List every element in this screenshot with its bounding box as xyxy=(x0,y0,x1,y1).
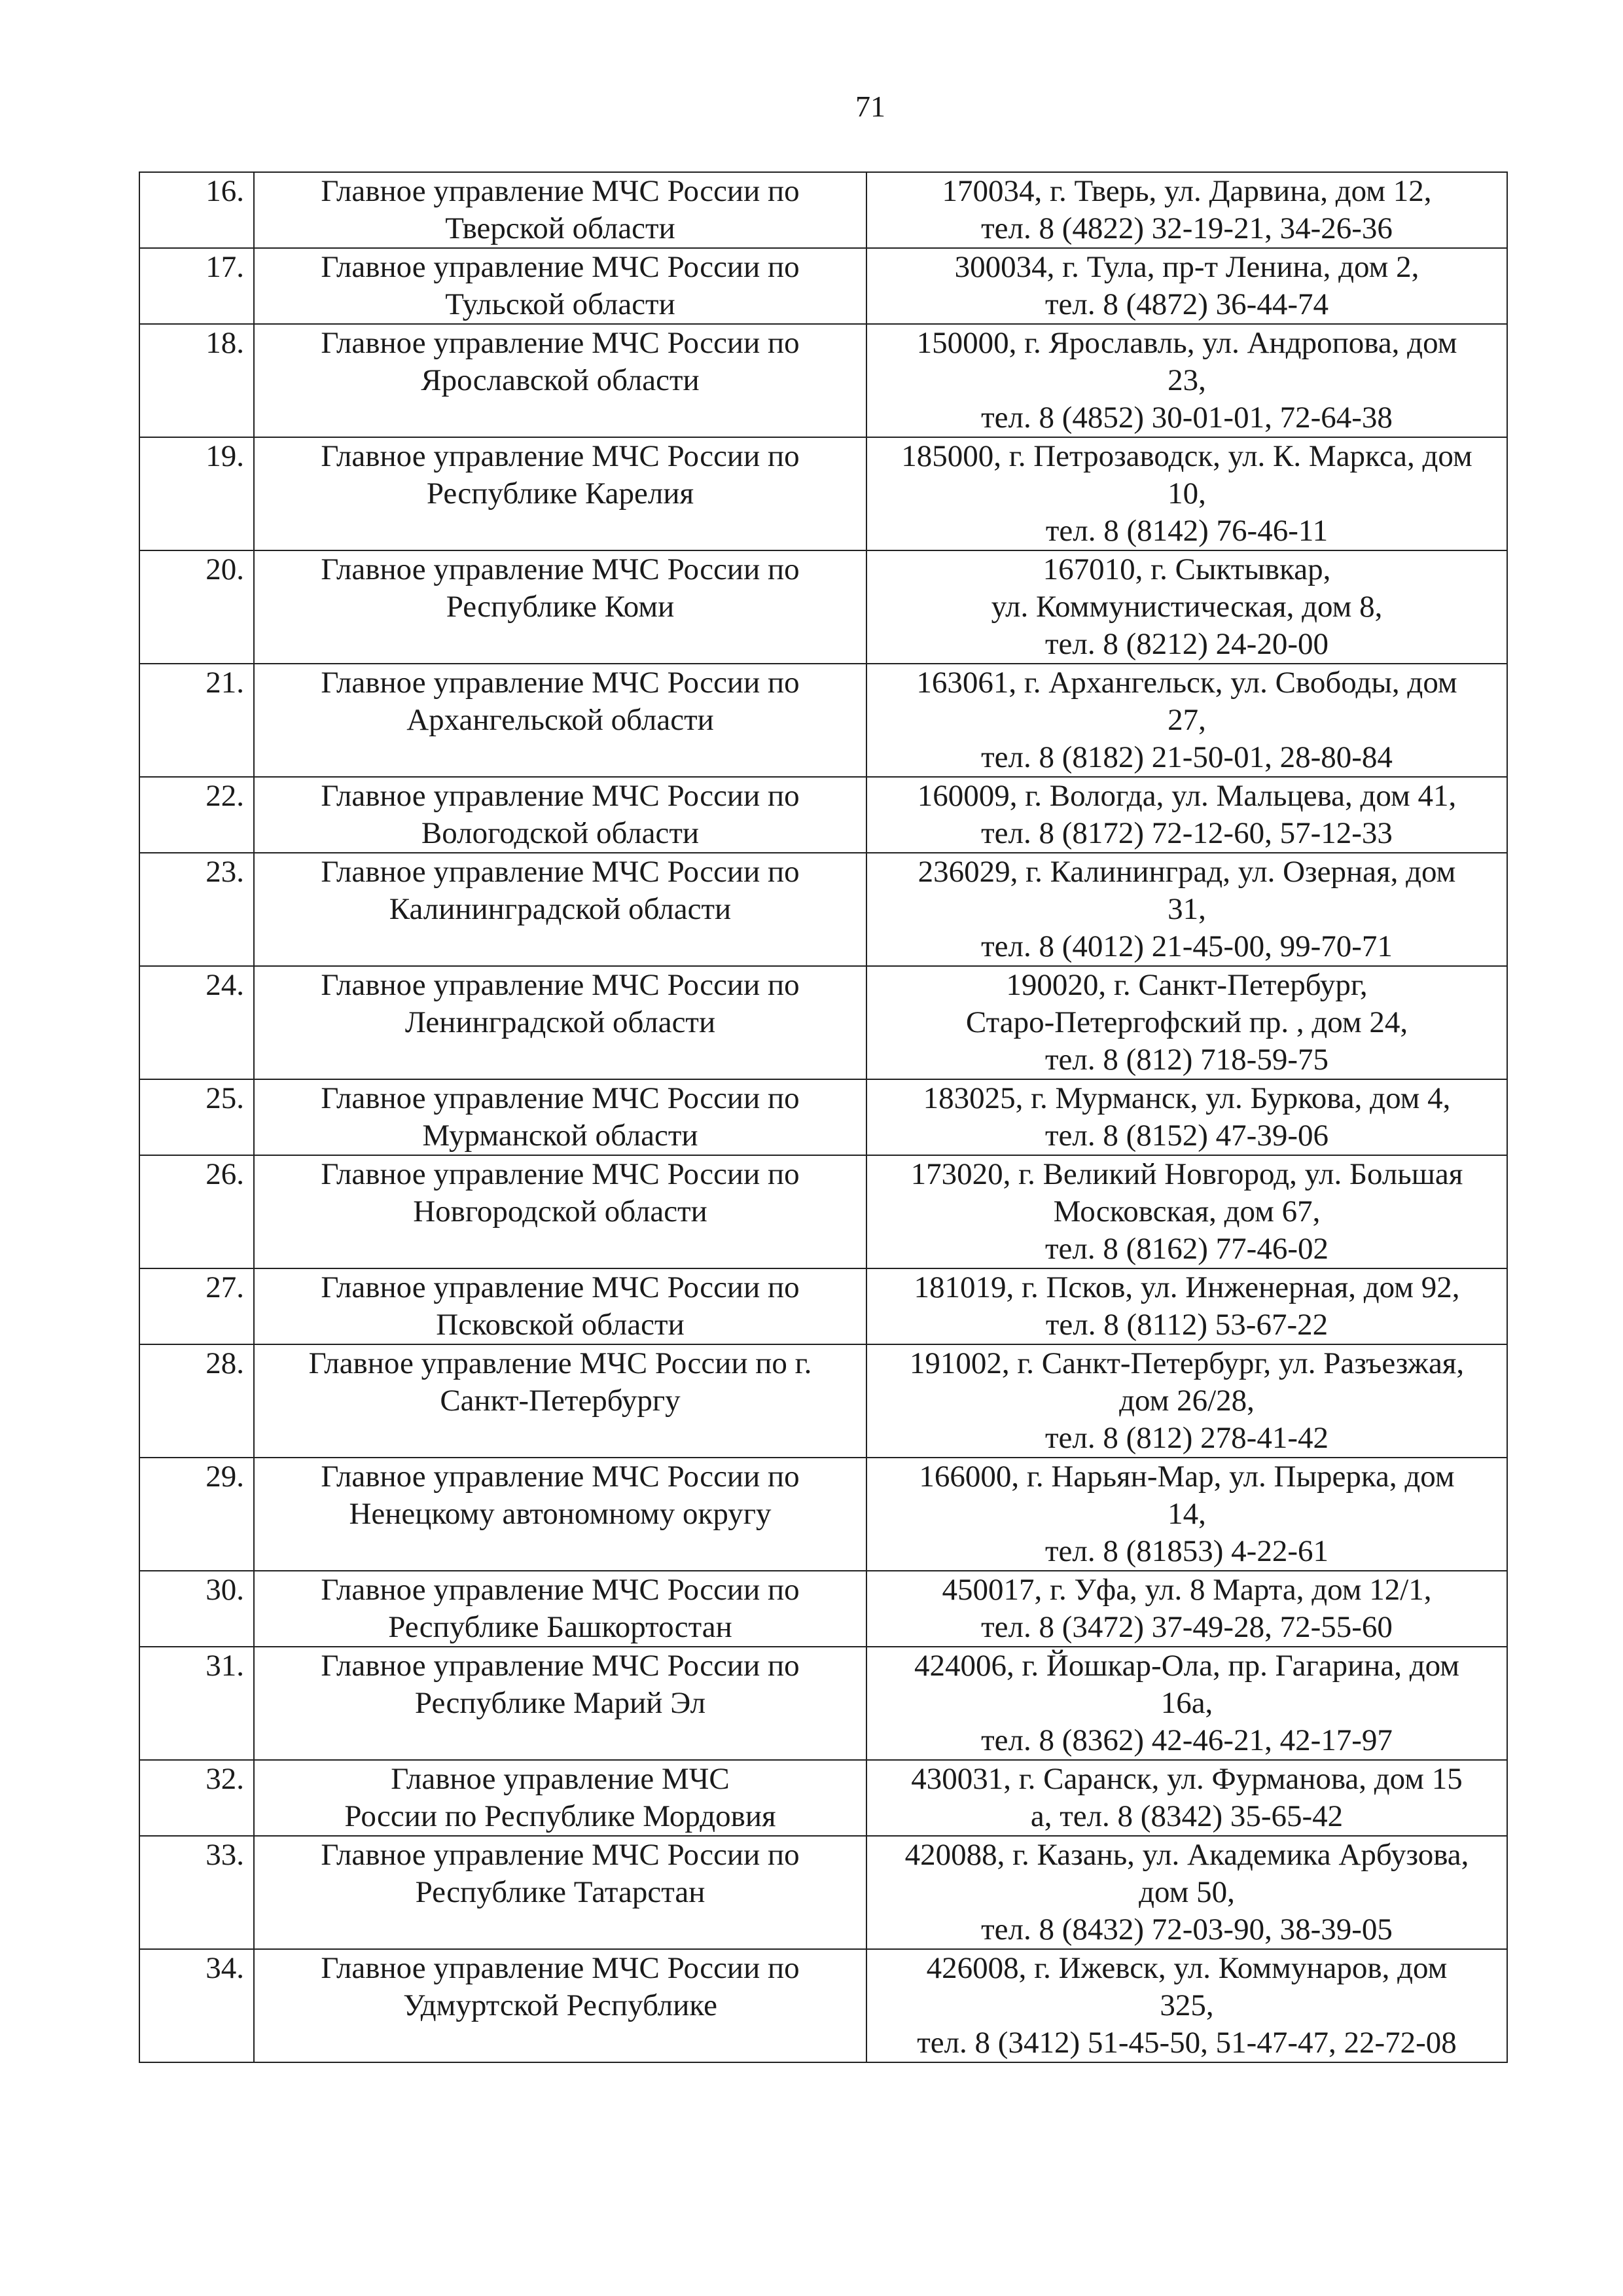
row-number: 18. xyxy=(139,324,254,437)
address-line: 14, xyxy=(1168,1497,1206,1531)
row-number: 23. xyxy=(139,853,254,966)
agency-name-line: Главное управление МЧС России по xyxy=(321,439,800,473)
row-number: 30. xyxy=(139,1571,254,1647)
agency-name-line: Главное управление МЧС xyxy=(391,1762,730,1796)
table-row xyxy=(139,777,1507,853)
agency-name-line: Главное управление МЧС России по xyxy=(321,1157,800,1191)
address-line: тел. 8 (8172) 72-12-60, 57-12-33 xyxy=(981,816,1393,850)
page-number: 71 xyxy=(855,90,885,123)
address-line: 27, xyxy=(1168,703,1206,737)
address-line: 166000, г. Нарьян-Мар, ул. Пырерка, дом xyxy=(919,1460,1455,1494)
table-row xyxy=(139,1571,1507,1647)
agency-name-line: России по Республике Мордовия xyxy=(344,1799,776,1833)
row-number: 22. xyxy=(139,777,254,853)
row-number: 34. xyxy=(139,1949,254,2062)
agency-name-line: Главное управление МЧС России по xyxy=(321,779,800,813)
address-cell xyxy=(866,248,1507,324)
address-line: тел. 8 (4012) 21-45-00, 99-70-71 xyxy=(981,929,1393,963)
address-line: тел. 8 (8142) 76-46-11 xyxy=(1045,514,1329,548)
agency-name-cell xyxy=(254,966,866,1079)
agency-name-line: Главное управление МЧС России по xyxy=(321,666,800,700)
row-number: 33. xyxy=(139,1836,254,1949)
agency-name-cell xyxy=(254,248,866,324)
agency-name-line: Главное управление МЧС России по xyxy=(321,174,800,208)
agency-name-line: Главное управление МЧС России по xyxy=(321,250,800,284)
address-cell xyxy=(866,550,1507,664)
address-line: тел. 8 (81853) 4-22-61 xyxy=(1045,1534,1329,1568)
address-line: 23, xyxy=(1168,363,1206,397)
row-number: 27. xyxy=(139,1268,254,1344)
table-row xyxy=(139,1344,1507,1458)
address-line: ул. Коммунистическая, дом 8, xyxy=(991,590,1383,624)
agency-name-line: Ленинградской области xyxy=(404,1005,716,1039)
address-line: 424006, г. Йошкар-Ола, пр. Гагарина, дом xyxy=(914,1649,1460,1683)
address-line: тел. 8 (8182) 21-50-01, 28-80-84 xyxy=(981,740,1393,774)
address-line: 420088, г. Казань, ул. Академика Арбузова, xyxy=(904,1838,1469,1872)
address-cell xyxy=(866,1760,1507,1836)
row-number: 32. xyxy=(139,1760,254,1836)
table-row xyxy=(139,853,1507,966)
address-line: 185000, г. Петрозаводск, ул. К. Маркса, дом xyxy=(901,439,1472,473)
agency-name-cell xyxy=(254,1458,866,1571)
address-cell xyxy=(866,777,1507,853)
agency-name-line: Новгородской области xyxy=(413,1194,707,1229)
row-number: 16. xyxy=(139,172,254,248)
agency-name-line: Республике Карелия xyxy=(426,476,694,511)
table-row xyxy=(139,324,1507,437)
agency-name-line: Ненецкому автономному округу xyxy=(349,1497,772,1531)
row-number: 24. xyxy=(139,966,254,1079)
agency-name-cell xyxy=(254,437,866,550)
address-line: 160009, г. Вологда, ул. Мальцева, дом 41, xyxy=(917,779,1457,813)
table-row xyxy=(139,172,1507,248)
table-row xyxy=(139,248,1507,324)
agency-name-line: Главное управление МЧС России по xyxy=(321,552,800,586)
address-line: тел. 8 (3412) 51-45-50, 51-47-47, 22-72-08 xyxy=(917,2026,1457,2060)
address-line: а, тел. 8 (8342) 35-65-42 xyxy=(1030,1799,1344,1833)
address-line: 300034, г. Тула, пр-т Ленина, дом 2, xyxy=(954,250,1419,284)
address-cell xyxy=(866,1155,1507,1268)
address-line: тел. 8 (4852) 30-01-01, 72-64-38 xyxy=(981,401,1393,435)
agency-name-line: Республике Башкортостан xyxy=(388,1610,732,1644)
address-line: 191002, г. Санкт-Петербург, ул. Разъезжая, xyxy=(909,1346,1465,1380)
address-cell xyxy=(866,437,1507,550)
agency-name-line: Главное управление МЧС России по xyxy=(321,1270,800,1304)
agency-name-line: Архангельской области xyxy=(406,703,714,737)
agency-name-line: Ярославской области xyxy=(421,363,700,397)
table-row xyxy=(139,1079,1507,1155)
address-line: 450017, г. Уфа, ул. 8 Марта, дом 12/1, xyxy=(942,1573,1432,1607)
address-cell xyxy=(866,1949,1507,2062)
row-number: 25. xyxy=(139,1079,254,1155)
address-line: тел. 8 (812) 718-59-75 xyxy=(1045,1043,1329,1077)
address-cell xyxy=(866,1458,1507,1571)
address-line: Московская, дом 67, xyxy=(1053,1194,1321,1229)
row-number: 31. xyxy=(139,1647,254,1760)
agency-table xyxy=(139,171,1508,2063)
agency-name-cell xyxy=(254,664,866,777)
table-row xyxy=(139,1458,1507,1571)
row-number: 19. xyxy=(139,437,254,550)
agency-name-line: Тверской области xyxy=(445,211,675,245)
address-line: Старо-Петергофский пр. , дом 24, xyxy=(965,1005,1408,1039)
address-line: 163061, г. Архангельск, ул. Свободы, дом xyxy=(916,666,1457,700)
agency-name-cell xyxy=(254,1647,866,1760)
row-number: 17. xyxy=(139,248,254,324)
agency-name-cell xyxy=(254,1571,866,1647)
address-line: 183025, г. Мурманск, ул. Буркова, дом 4, xyxy=(923,1081,1451,1115)
address-line: 31, xyxy=(1168,892,1206,926)
address-line: тел. 8 (8212) 24-20-00 xyxy=(1045,627,1329,661)
table-row xyxy=(139,966,1507,1079)
agency-name-cell xyxy=(254,1836,866,1949)
agency-name-line: Республике Коми xyxy=(446,590,675,624)
address-line: 430031, г. Саранск, ул. Фурманова, дом 15 xyxy=(911,1762,1463,1796)
agency-name-line: Главное управление МЧС России по xyxy=(321,1951,800,1985)
address-line: тел. 8 (3472) 37-49-28, 72-55-60 xyxy=(981,1610,1393,1644)
agency-name-line: Главное управление МЧС России по xyxy=(321,968,800,1002)
address-cell xyxy=(866,1344,1507,1458)
agency-name-cell xyxy=(254,777,866,853)
address-cell xyxy=(866,324,1507,437)
address-line: 190020, г. Санкт-Петербург, xyxy=(1006,968,1368,1002)
agency-name-line: Главное управление МЧС России по г. xyxy=(308,1346,812,1380)
address-cell xyxy=(866,966,1507,1079)
address-cell xyxy=(866,1836,1507,1949)
agency-name-line: Главное управление МЧС России по xyxy=(321,1838,800,1872)
address-line: тел. 8 (4822) 32-19-21, 34-26-36 xyxy=(981,211,1393,245)
address-line: тел. 8 (4872) 36-44-74 xyxy=(1045,287,1329,321)
agency-name-line: Псковской области xyxy=(436,1308,685,1342)
address-cell xyxy=(866,853,1507,966)
table-row xyxy=(139,1836,1507,1949)
table-row xyxy=(139,1647,1507,1760)
agency-name-line: Главное управление МЧС России по xyxy=(321,1573,800,1607)
address-line: дом 26/28, xyxy=(1119,1384,1255,1418)
agency-name-cell xyxy=(254,1760,866,1836)
agency-name-cell xyxy=(254,324,866,437)
table-row xyxy=(139,1949,1507,2062)
address-cell xyxy=(866,664,1507,777)
address-line: тел. 8 (8162) 77-46-02 xyxy=(1045,1232,1329,1266)
agency-name-line: Главное управление МЧС России по xyxy=(321,326,800,360)
address-line: 181019, г. Псков, ул. Инженерная, дом 92, xyxy=(914,1270,1460,1304)
address-line: тел. 8 (8152) 47-39-06 xyxy=(1045,1119,1329,1153)
table-row xyxy=(139,664,1507,777)
row-number: 20. xyxy=(139,550,254,664)
agency-name-line: Вологодской области xyxy=(421,816,700,850)
agency-table-body xyxy=(139,172,1507,2062)
address-line: тел. 8 (8112) 53-67-22 xyxy=(1045,1308,1329,1342)
agency-name-line: Удмуртской Республике xyxy=(403,1988,717,2022)
address-cell xyxy=(866,172,1507,248)
address-cell xyxy=(866,1079,1507,1155)
agency-name-line: Республике Татарстан xyxy=(415,1875,705,1909)
agency-name-cell xyxy=(254,1268,866,1344)
address-cell xyxy=(866,1647,1507,1760)
row-number: 21. xyxy=(139,664,254,777)
address-line: 170034, г. Тверь, ул. Дарвина, дом 12, xyxy=(942,174,1432,208)
agency-name-line: Тульской области xyxy=(445,287,675,321)
agency-name-cell xyxy=(254,1949,866,2062)
address-line: 150000, г. Ярославль, ул. Андропова, дом xyxy=(916,326,1457,360)
agency-name-cell xyxy=(254,1155,866,1268)
agency-name-cell xyxy=(254,1344,866,1458)
address-cell xyxy=(866,1571,1507,1647)
address-line: 10, xyxy=(1168,476,1206,511)
agency-name-line: Мурманской области xyxy=(422,1119,698,1153)
agency-name-line: Главное управление МЧС России по xyxy=(321,1460,800,1494)
table-row xyxy=(139,437,1507,550)
table-row xyxy=(139,1155,1507,1268)
row-number: 29. xyxy=(139,1458,254,1571)
agency-name-line: Главное управление МЧС России по xyxy=(321,855,800,889)
address-cell xyxy=(866,1268,1507,1344)
address-line: тел. 8 (812) 278-41-42 xyxy=(1045,1421,1329,1455)
agency-name-line: Главное управление МЧС России по xyxy=(321,1649,800,1683)
table-row xyxy=(139,1760,1507,1836)
address-line: дом 50, xyxy=(1139,1875,1235,1909)
address-line: 167010, г. Сыктывкар, xyxy=(1043,552,1331,586)
address-line: 16а, xyxy=(1160,1686,1213,1720)
table-row xyxy=(139,1268,1507,1344)
address-line: тел. 8 (8362) 42-46-21, 42-17-97 xyxy=(981,1723,1393,1757)
agency-name-line: Санкт-Петербургу xyxy=(440,1384,681,1418)
agency-name-line: Главное управление МЧС России по xyxy=(321,1081,800,1115)
agency-name-line: Калининградской области xyxy=(389,892,732,926)
table-row xyxy=(139,550,1507,664)
agency-name-cell xyxy=(254,1079,866,1155)
address-line: 173020, г. Великий Новгород, ул. Большая xyxy=(910,1157,1463,1191)
address-line: тел. 8 (8432) 72-03-90, 38-39-05 xyxy=(981,1912,1393,1946)
address-line: 236029, г. Калининград, ул. Озерная, дом xyxy=(918,855,1456,889)
row-number: 28. xyxy=(139,1344,254,1458)
agency-name-cell xyxy=(254,853,866,966)
agency-name-line: Республике Марий Эл xyxy=(414,1686,706,1720)
agency-name-cell xyxy=(254,172,866,248)
address-line: 325, xyxy=(1160,1988,1214,2022)
address-line: 426008, г. Ижевск, ул. Коммунаров, дом xyxy=(926,1951,1448,1985)
row-number: 26. xyxy=(139,1155,254,1268)
agency-name-cell xyxy=(254,550,866,664)
